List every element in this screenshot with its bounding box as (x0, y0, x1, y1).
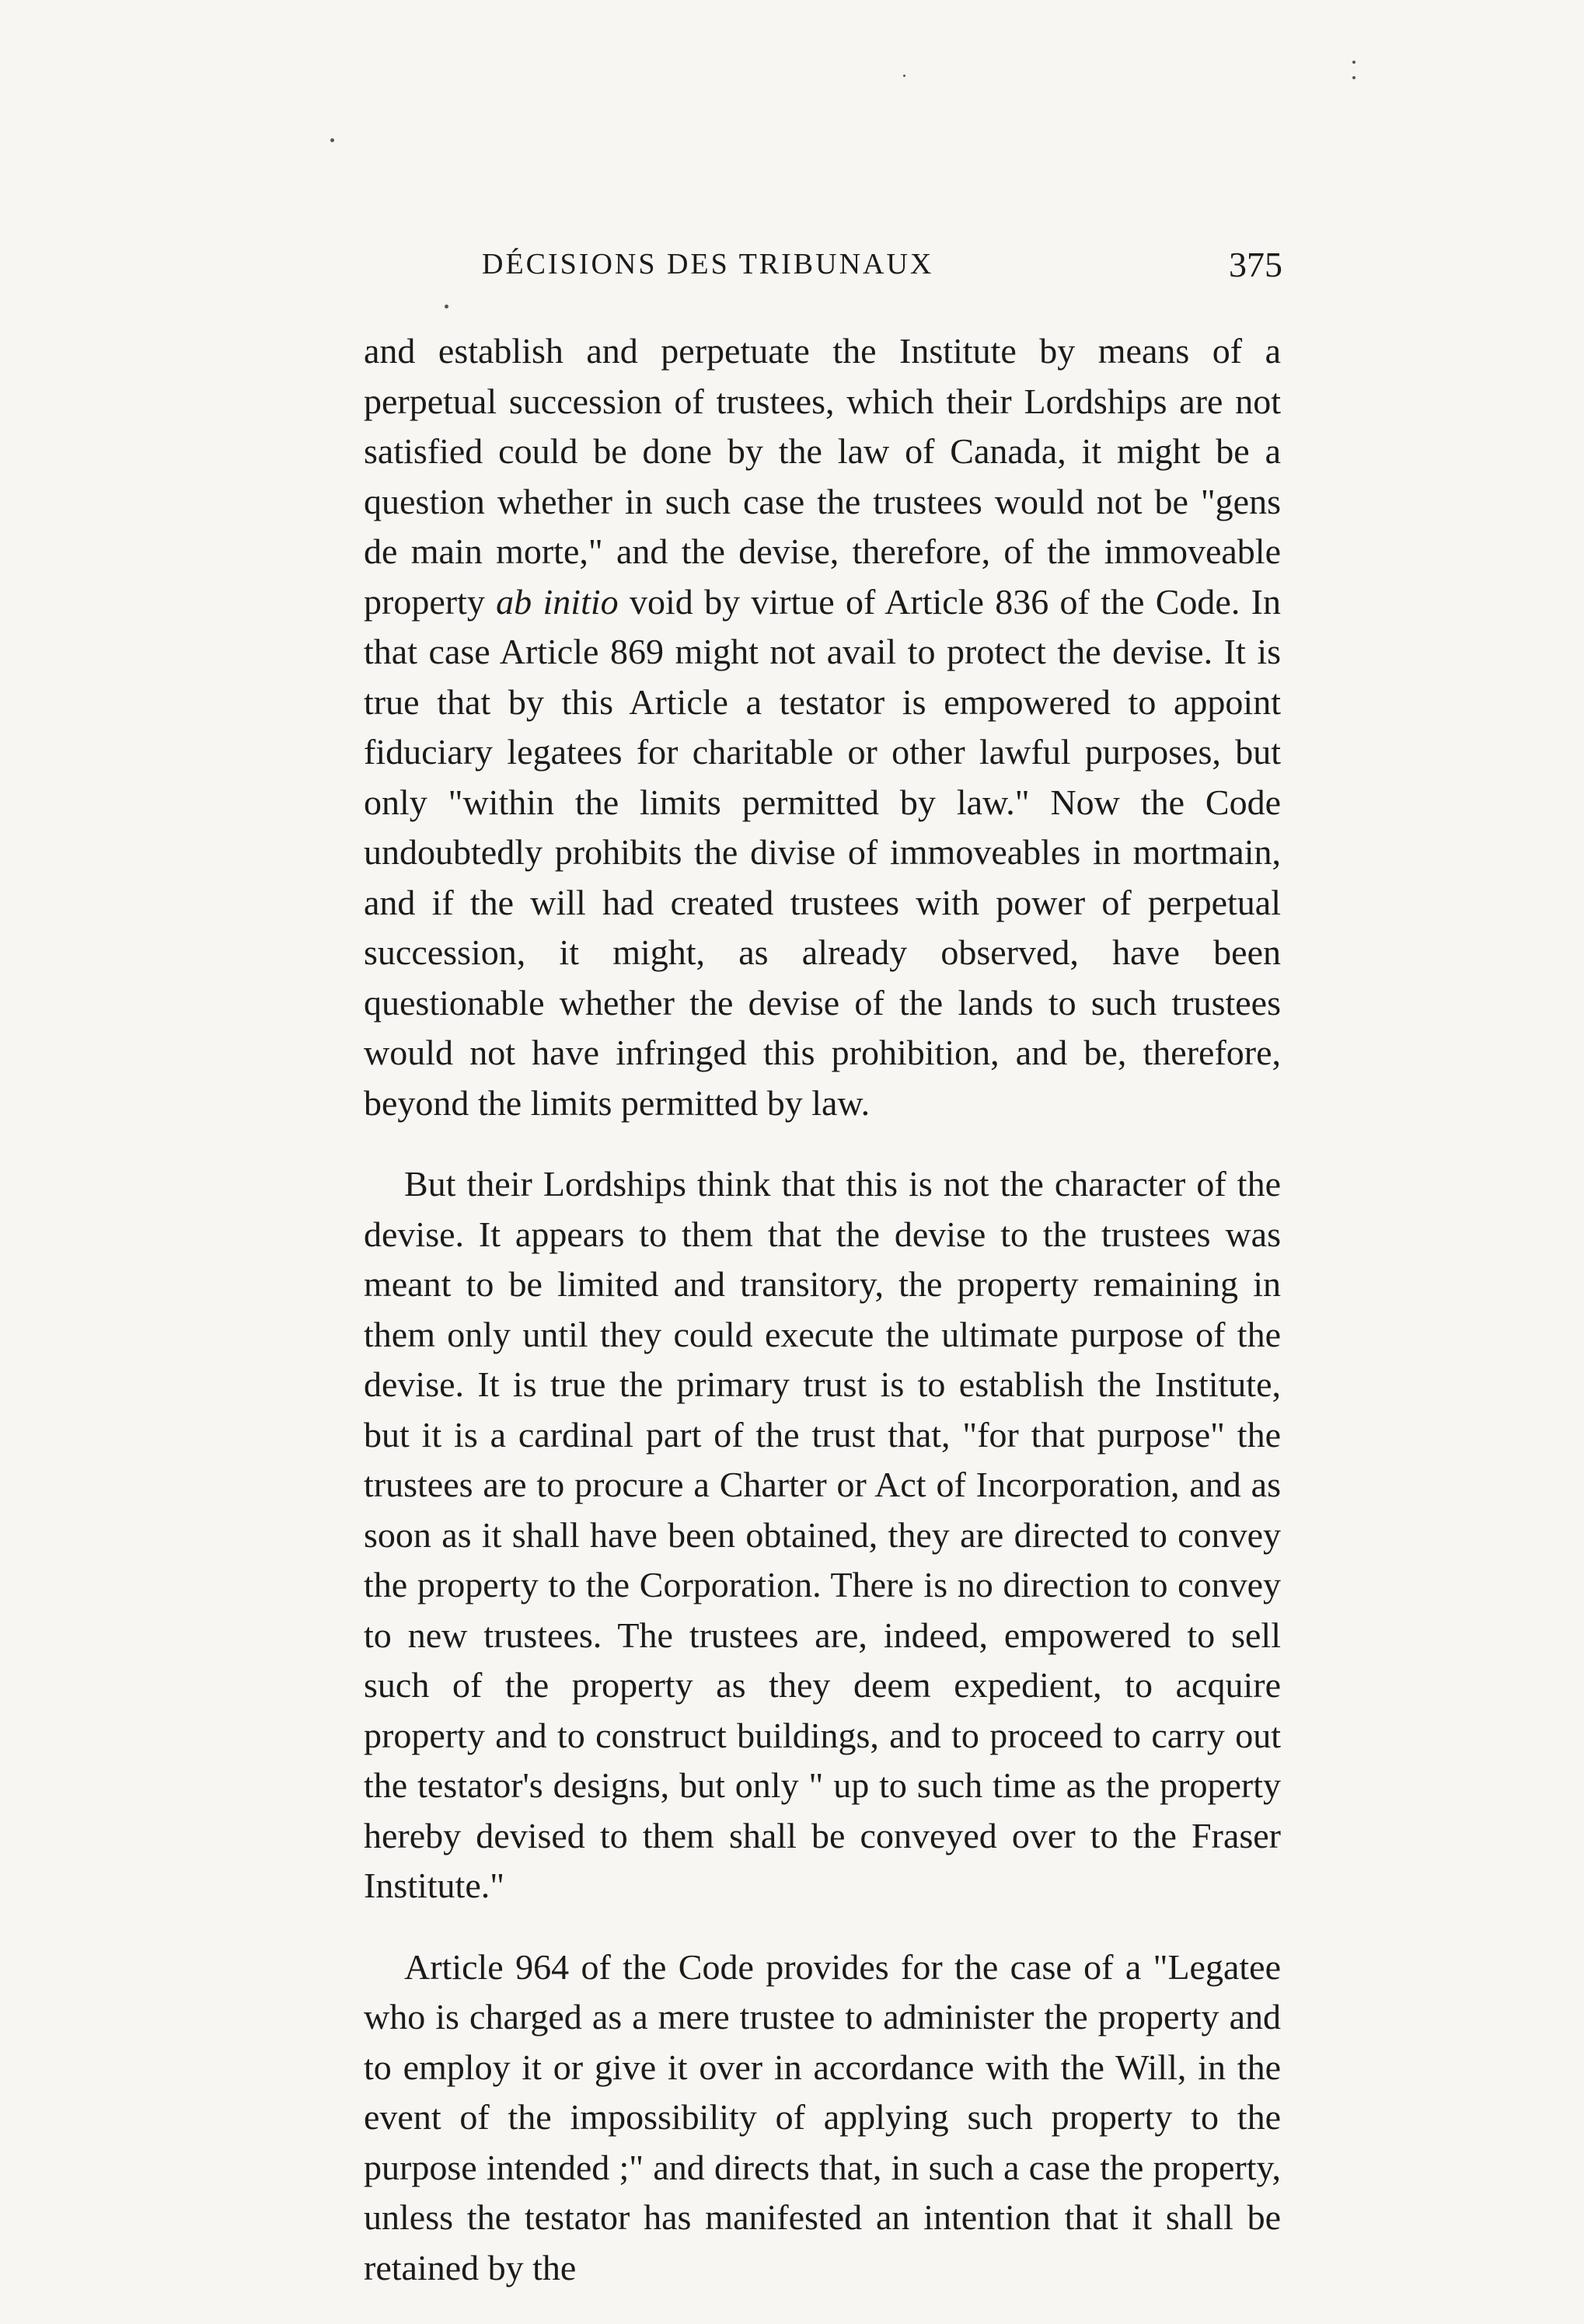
paragraph-1-after: void by virtue of Article 836 of the Code. In that case Article 869 might not avail to protect the devise. It is true that by this Article a testator is empowered to appoint fiduciary legatees for charitable or other lawful purposes, but only "within the limits permitted by law." Now the Code undoubtedly prohibits the divise of immoveables in mortmain, and if the will had created trustees with power of perpetual succession, it might, as already observed, have been questionable whether the devise of the lands to such trustees would not have infringed this prohibition, and be, therefore, beyond the limits permitted by law. (364, 581, 1281, 1123)
page-header (365, 247, 1282, 294)
page-body (364, 326, 1281, 2324)
scan-speck (1352, 61, 1355, 64)
scan-speck (445, 305, 448, 308)
scan-speck (903, 75, 905, 77)
running-title: DÉCISIONS DES TRIBUNAUX (482, 248, 934, 280)
page-number: 375 (1229, 245, 1282, 284)
scan-speck (330, 138, 334, 142)
paragraph-1-before: and establish and perpetuate the Institute by means of a perpetual succession of trustees, which their Lordships are not satisfied could be done by the law of Canada, it might be a question whether in such case the trustees would not be "gens de main morte," and the devise, therefore, of the immoveable property (364, 331, 1281, 622)
paragraph-1 (364, 326, 1281, 1128)
scan-speck (1352, 76, 1355, 79)
italic-phrase-ab-initio: ab initio (496, 581, 619, 622)
paragraph-3: Article 964 of the Code provides for the case of a "Legatee who is charged as a mere trustee to administer the property and to employ it or give it over in accordance with the Will, in the event of the impossibility of applying such property to the purpose intended ;" and directs that, in such a case the property, unless the testator has manifested an intention that it shall be retained by the (364, 1946, 1281, 2287)
paragraph-2: But their Lordships think that this is not the character of the devise. It appears to them that the devise to the trustees was meant to be limited and transitory, the property remaining in them only until they could execute the ultimate purpose of the devise. It is true the primary trust is to establish the Institute, but it is a cardinal part of the trust that, "for that purpose" the trustees are to procure a Charter or Act of Incorporation, and as soon as it shall have been obtained, they are directed to convey the property to the Corporation. There is no direction to convey to new trustees. The trustees are, indeed, empowered to sell such of the property as they deem expedient, to acquire property and to construct buildings, and to proceed to carry out the testator's designs, but only " up to such time as the property hereby devised to them shall be conveyed over to the Fraser Institute." (364, 1164, 1281, 1905)
